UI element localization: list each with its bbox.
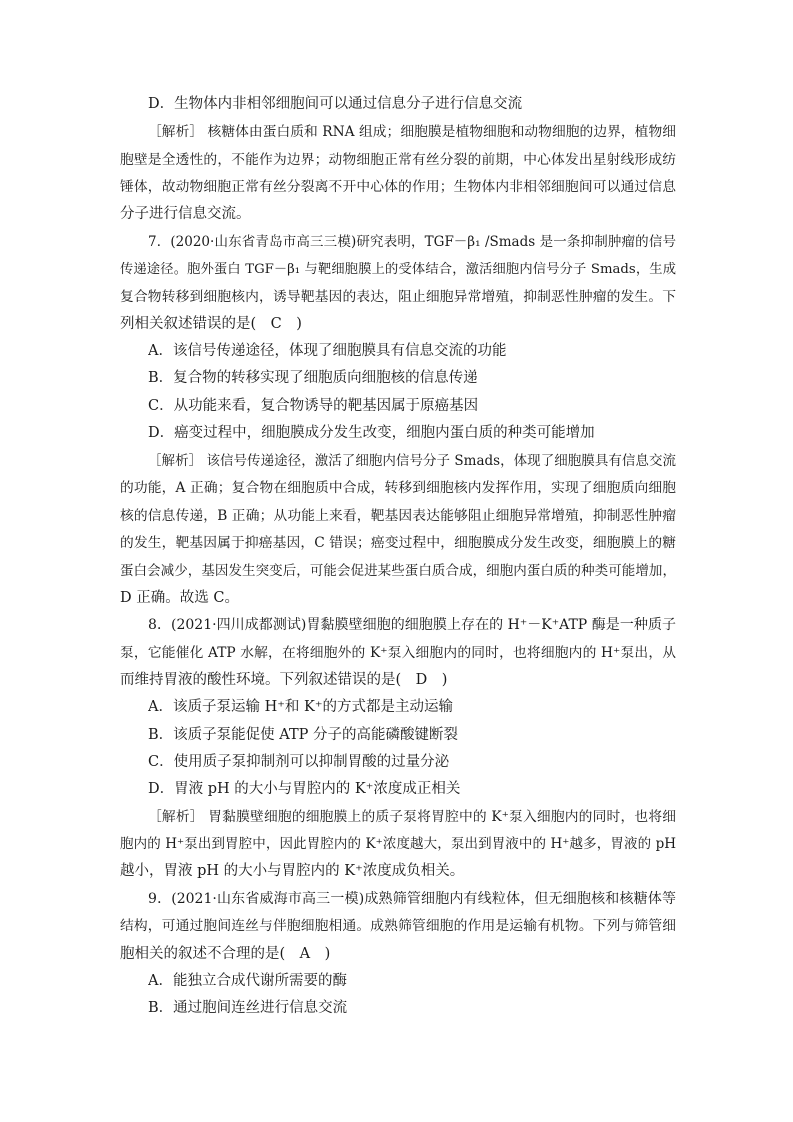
option-a-q8: A．该质子泵运输 H⁺和 K⁺的方式都是主动运输	[148, 699, 453, 715]
option-d-q6: D．生物体内非相邻细胞间可以通过信息分子进行信息交流	[148, 96, 523, 112]
analysis-q7-line-5: 蛋白会减少，基因发生突变后，可能会促进某些蛋白质合成，细胞内蛋白质的种类可能增加，	[120, 563, 676, 579]
analysis-q6-line-1: ［解析］ 核糖体由蛋白质和 RNA 组成；细胞膜是植物细胞和动物细胞的边界，植物细	[148, 124, 676, 140]
question-8-line-2: 泵，它能催化 ATP 水解，在将细胞外的 K⁺泵入细胞内的同时，也将细胞内的 H⁺泵出，从	[120, 645, 676, 661]
question-8-line-3: 而维持胃液的酸性环境。下列叙述错误的是( D )	[120, 672, 448, 688]
question-7-line-3: 复合物转移到细胞核内，诱导靶基因的表达，阻止细胞异常增殖，抑制恶性肿瘤的发生。下	[120, 289, 676, 305]
analysis-q7-line-3: 核的信息传递，B 正确；从功能上来看，靶基因表达能够阻止细胞异常增殖，抑制恶性肿瘤	[120, 508, 676, 524]
option-d-q8: D．胃液 pH 的大小与胃腔内的 K⁺浓度成正相关	[148, 781, 461, 797]
analysis-q8-line-3: 越小，胃液 pH 的大小与胃腔内的 K⁺浓度成负相关。	[120, 863, 465, 879]
option-c-q8: C．使用质子泵抑制剂可以抑制胃酸的过量分泌	[148, 754, 450, 770]
option-b-q9: B．通过胞间连丝进行信息交流	[148, 1000, 348, 1016]
option-d-q7: D．癌变过程中，细胞膜成分发生改变，细胞内蛋白质的种类可能增加	[148, 425, 595, 441]
option-c-q7: C．从功能来看，复合物诱导的靶基因属于原癌基因	[148, 398, 479, 414]
analysis-q7-line-2: 的功能，A 正确；复合物在细胞质中合成，转移到细胞核内发挥作用，实现了细胞质向细胞	[120, 480, 676, 496]
analysis-q6-line-3: 锤体，故动物细胞正常有丝分裂离不开中心体的作用；生物体内非相邻细胞间可以通过信息	[120, 179, 676, 195]
question-9-line-2: 结构，可通过胞间连丝与伴胞细胞相通。成熟筛管细胞的作用是运输有机物。下列与筛管细	[120, 918, 676, 934]
analysis-q7-line-4: 的发生，靶基因属于抑癌基因，C 错误；癌变过程中，细胞膜成分发生改变，细胞膜上的糖	[120, 535, 676, 551]
analysis-q8-line-1: ［解析］ 胃黏膜壁细胞的细胞膜上的质子泵将胃腔中的 K⁺泵入细胞内的同时，也将细	[148, 809, 676, 825]
question-7-line-2: 传递途径。胞外蛋白 TGF－β₁ 与靶细胞膜上的受体结合，激活细胞内信号分子 Smads，生成	[120, 262, 676, 277]
analysis-q7-line-1: ［解析］ 该信号传递途径，激活了细胞内信号分子 Smads，体现了细胞膜具有信息交流	[148, 453, 676, 469]
option-a-q9: A．能独立合成代谢所需要的酶	[148, 973, 347, 989]
option-a-q7: A．该信号传递途径，体现了细胞膜具有信息交流的功能	[148, 343, 507, 359]
question-8-line-1: 8．(2021·四川成都测试)胃黏膜壁细胞的细胞膜上存在的 H⁺－K⁺ATP 酶是一种质子	[148, 617, 676, 633]
analysis-q6-line-2: 胞壁是全透性的，不能作为边界；动物细胞正常有丝分裂的前期，中心体发出星射线形成纺	[120, 152, 676, 168]
option-b-q7: B．复合物的转移实现了细胞质向细胞核的信息传递	[148, 370, 478, 386]
question-9-line-1: 9．(2021·山东省威海市高三一模)成熟筛管细胞内有线粒体，但无细胞核和核糖体等	[148, 891, 676, 907]
option-b-q8: B．该质子泵能促使 ATP 分子的高能磷酸键断裂	[148, 727, 458, 743]
analysis-q8-line-2: 胞内的 H⁺泵出到胃腔中，因此胃腔内的 K⁺浓度越大，泵出到胃液中的 H⁺越多，胃液的 pH	[120, 836, 676, 852]
question-7-line-4: 列相关叙述错误的是( C )	[120, 316, 302, 332]
analysis-q6-line-4: 分子进行信息交流。	[120, 206, 251, 222]
question-7-line-1: 7．(2020·山东省青岛市高三三模)研究表明，TGF－β₁ /Smads 是一条抑制肿瘤的信号	[148, 234, 676, 250]
question-9-line-3: 胞相关的叙述不合理的是( A )	[120, 946, 331, 962]
analysis-q7-line-6: D 正确。故选 C。	[120, 590, 239, 606]
